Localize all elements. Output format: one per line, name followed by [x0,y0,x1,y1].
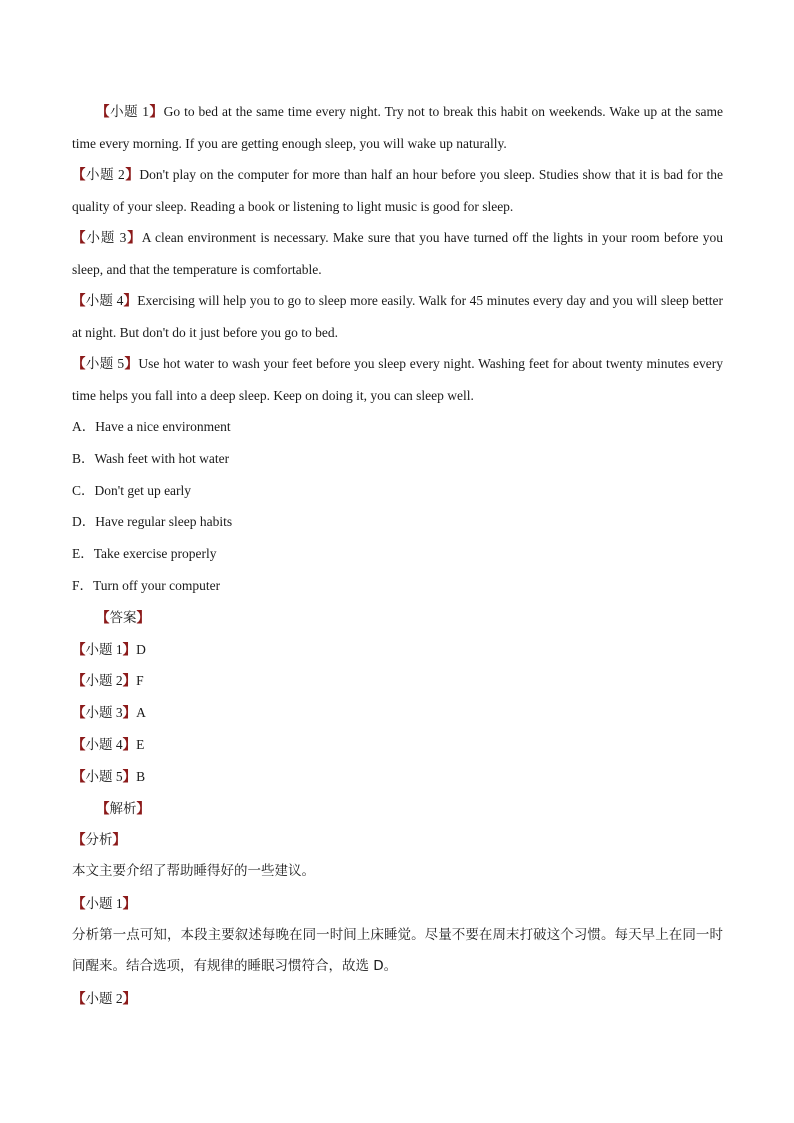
option-b: B．Wash feet with hot water [72,450,230,466]
question-paragraph-5: 【小题 5】Use hot water to wash your feet before you sleep every night. Washing feet for about twenty minutes every time helps you fall into a deep sleep. Keep on doing it, you can sleep well. [72,356,723,403]
question-text: Go to bed at the same time every night. Try not to break this habit on weekends. Wake up at the same time every morning. If you are getting enough sleep, you will wake up naturally. [72,104,724,151]
question-text: A clean environment is necessary. Make sure that you have turned off the lights in your room before you sleep, and that the temperature is comfortable. [72,230,724,277]
answer-5: 【小题 5】B [72,768,146,784]
explanation-2-tag: 【小题 2】 [72,990,137,1006]
answer-3: 【小题 3】A [72,705,146,721]
answer-4: 【小题 4】E [72,736,145,752]
question-tag: 小题 5 [85,356,125,371]
question-text: Use hot water to wash your feet before you sleep every night. Washing feet for about twenty minutes every time helps you fall into a deep sleep. Keep on doing it, you can sleep well. [72,356,723,403]
option-a: A．Have a nice environment [72,419,231,434]
analysis-heading: 【解析】 [96,800,150,816]
explanation-1-tag: 【小题 1】 [72,895,137,911]
question-tag: 小题 4 [85,293,124,308]
question-paragraph-3: 【小题 3】A clean environment is necessary. Make sure that you have turned off the lights in your room before you sleep, and that the temperature is comfortable. [72,230,724,277]
question-tag: 小题 3 [86,230,127,245]
answer-1: 【小题 1】D [72,641,146,657]
answer-2: 【小题 2】F [72,673,144,689]
question-paragraph-1: 【小题 1】Go to bed at the same time every night. Try not to break this habit on weekends. Wake up at the same time every morning. If you are getting enough sleep, you will wake up naturally. [72,104,724,151]
question-tag: 小题 1 [110,104,149,119]
document-page [72,96,723,1015]
question-paragraph-2: 【小题 2】Don't play on the computer for more than half an hour before you sleep. Studies show that it is bad for the quality of your sleep. Reading a book or listening to light music is good for sleep. [72,167,724,214]
option-c: C．Don't get up early [72,482,192,498]
question-tag: 小题 2 [86,167,125,182]
question-text: Don't play on the computer for more than half an hour before you sleep. Studies show that it is bad for the quality of your sleep. Reading a book or listening to light music is good for sleep. [72,167,724,214]
question-text: Exercising will help you to go to sleep more easily. Walk for 45 minutes every day and you will sleep better at night. But don't do it just before you go to bed. [72,293,724,340]
explanation-1-text: 分析第一点可知，本段主要叙述每晚在同一时间上床睡觉。尽量不要在周末打破这个习惯。每天早上在同一时间醒来。结合选项，有规律的睡眠习惯符合，故选 D。 [72,926,723,975]
question-paragraph-4: 【小题 4】Exercising will help you to go to sleep more easily. Walk for 45 minutes every day and you will sleep better at night. But don't do it just before you go to bed. [72,293,724,340]
analysis-label: 【分析】 [72,832,126,848]
summary-text: 本文主要介绍了帮助睡得好的一些建议。 [72,863,315,880]
answer-heading: 【答案】 [96,609,150,625]
option-e: E．Take exercise properly [72,546,217,562]
option-f: F．Turn off your computer [72,577,221,593]
option-d: D．Have regular sleep habits [72,514,233,530]
